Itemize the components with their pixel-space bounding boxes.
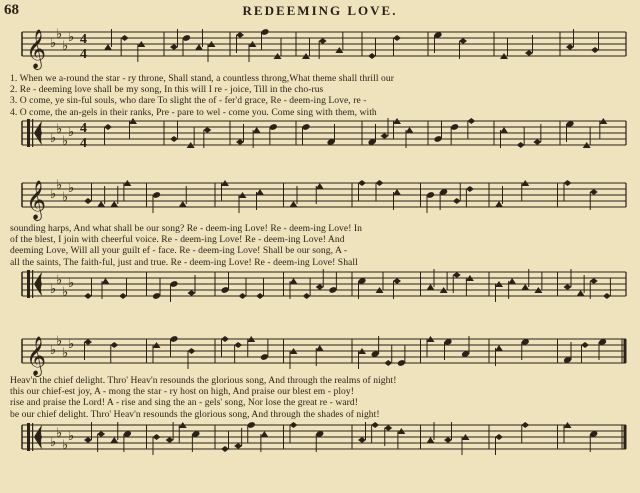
svg-text:4: 4 [80,32,87,47]
svg-text:♭: ♭ [50,36,57,51]
c-clef-icon [27,423,42,451]
hymn-title: REDEEMING LOVE. [242,3,398,18]
svg-text:♭: ♭ [56,27,63,42]
lyric-line-4: all the saints, The faith-ful, just and true. Re - deem-ing Love! Re - deem-ing Love! Shall [10,256,358,268]
lyric-line-3: deeming Love, Will all your guilt ef - face. Re - deem-ing Love! Shall be our song, A - [10,245,348,257]
svg-text:4: 4 [80,121,87,136]
svg-text:♭: ♭ [62,190,69,205]
svg-text:♭: ♭ [56,273,63,288]
lyric-line-2: this our chief-est joy, A - mong the star - ry host on high, And praise our blest em - ploy! [10,386,354,398]
page-number: 68 [4,2,19,18]
c-clef-icon [27,270,42,298]
svg-text:♭: ♭ [62,346,69,361]
svg-text:4: 4 [80,47,87,62]
lyric-line-2: 2. Re - deeming love shall be my song, In this will I re - joice, Till in the cho-rus [10,84,324,96]
bass-staff [0,18,640,168]
lyric-line-2: of the blest, I join with cheerful voice. Re - deem-ing Love! Re - deem-ing Love! And [10,234,345,246]
music-system-1 [0,18,640,168]
c-clef-icon [27,119,42,147]
note-heads [84,269,611,302]
staff-lines [22,425,626,449]
svg-text:♭: ♭ [62,39,69,54]
treble-clef-icon: 𝄞 [26,180,47,220]
lyric-line-4: be our chief delight. Thro' Heav'n resounds the glorious song, And through the shades of night! [10,408,380,420]
svg-text:♭: ♭ [50,343,57,358]
bass-staff [0,170,640,320]
music-system-2 [0,170,640,320]
lyric-line-4: 4. O come, the an-gels in their ranks, Pre - pare to wel - come you. Come sing with them, with [10,106,377,118]
time-signature [80,121,87,151]
treble-clef-icon: 𝄞 [26,29,47,69]
svg-text:♭: ♭ [50,131,57,146]
svg-text:♭: ♭ [68,125,75,140]
lyric-line-3: 3. O come, ye sin-ful souls, who dare To slight the of - fer'd grace, Re - deem-ing Love, re - [10,95,367,107]
svg-text:♭: ♭ [68,30,75,45]
svg-text:♭: ♭ [56,178,63,193]
note-heads [84,421,598,455]
svg-text:♭: ♭ [50,435,57,450]
svg-text:♭: ♭ [56,122,63,137]
svg-text:♭: ♭ [50,187,57,202]
svg-text:♭: ♭ [56,426,63,441]
svg-text:♭: ♭ [68,429,75,444]
svg-text:♭: ♭ [62,134,69,149]
lyric-line-1: 1. When we a-round the star - ry throne, Shall stand, a countless throng,What theme shall thrill our [10,73,394,84]
lyric-line-1: sounding harps, And what shall be our song? Re - deem-ing Love! Re - deem-ing Love! In [10,223,362,234]
svg-text:♭: ♭ [50,282,57,297]
bass-staff [0,325,640,485]
svg-text:♭: ♭ [68,276,75,291]
svg-text:♭: ♭ [68,337,75,352]
lyric-line-1: Heav'n the chief delight. Thro' Heav'n resounds the glorious song, And through the realms of night! [10,375,397,386]
svg-text:♭: ♭ [62,438,69,453]
lyric-line-3: rise and praise the Lord! A - rise and sing the an - gels' song, Nor lose the great re - ward! [10,397,358,409]
svg-text:4: 4 [80,136,87,151]
svg-text:♭: ♭ [56,334,63,349]
svg-text:♭: ♭ [68,181,75,196]
svg-text:♭: ♭ [62,285,69,300]
music-system-3 [0,325,640,493]
treble-clef-icon: 𝄞 [26,336,47,376]
